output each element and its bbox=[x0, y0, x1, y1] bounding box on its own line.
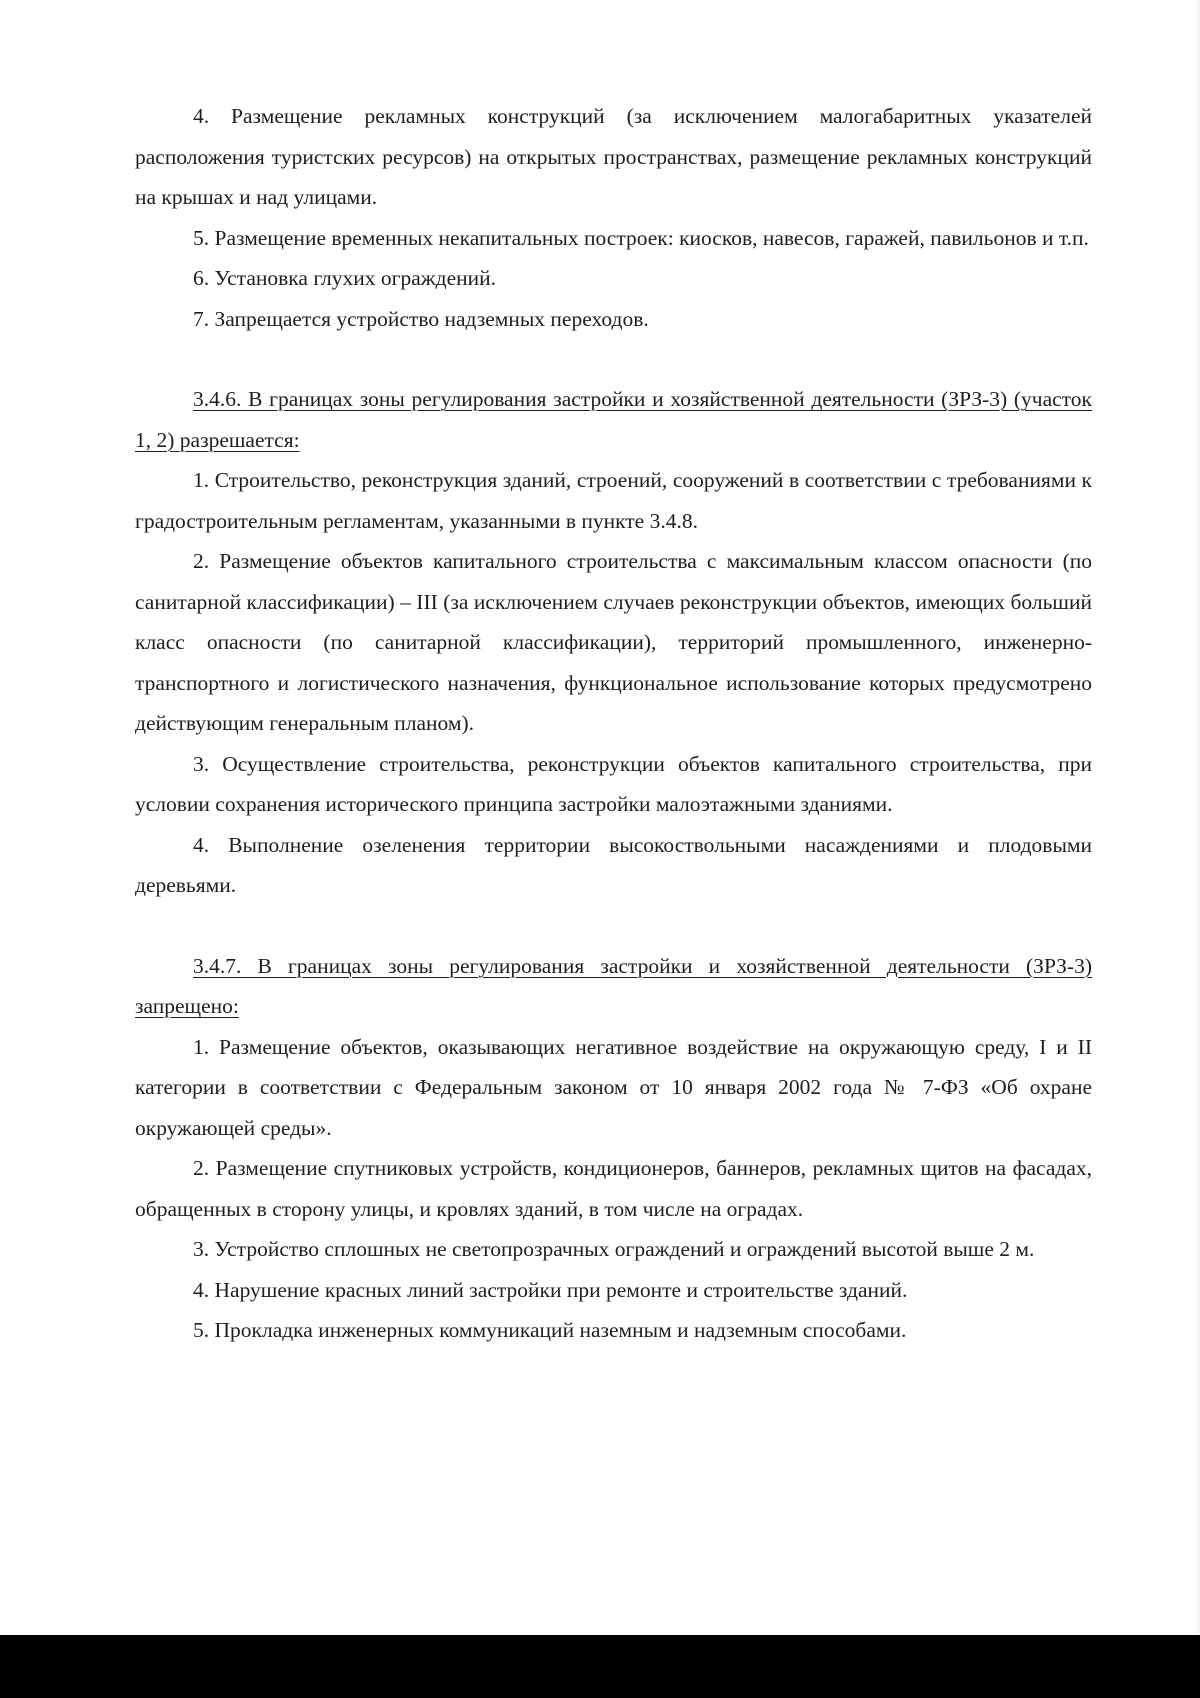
prohibited-item-5: 5. Размещение временных некапитальных построек: киосков, навесов, гаражей, павильонов и т.п. bbox=[193, 225, 1089, 250]
section-347-heading-text: 3.4.7. В границах зоны регулирования застройки и хозяйственной деятельности (ЗРЗ-3) запрещено: bbox=[135, 953, 1092, 1018]
section-346-heading bbox=[135, 379, 1092, 460]
prohibited-item-6: 6. Установка глухих ограждений. bbox=[193, 266, 497, 290]
document-body bbox=[135, 96, 1092, 1351]
allowed-item-2: 2. Размещение объектов капитального строительства с максимальным классом опасности (по санитарной классификации) – III (за исключением случаев реконструкции объектов, имеющих больший класс опасности (по санитарной классификации), территорий промышленного, инженерно-транспортного и логистического назначения, функциональное использование которых предусмотрено действующим генеральным планом). bbox=[135, 549, 1092, 735]
forbidden-item-4: 4. Нарушение красных линий застройки при ремонте и строительстве зданий. bbox=[193, 1277, 908, 1302]
prohibited-item-7: 7. Запрещается устройство надземных переходов. bbox=[193, 306, 649, 331]
section-347-heading bbox=[135, 946, 1092, 1027]
forbidden-item-5: 5. Прокладка инженерных коммуникаций наземным и надземным способами. bbox=[193, 1318, 907, 1342]
allowed-item-3: 3. Осуществление строительства, реконструкции объектов капитального строительства, при условии сохранения исторического принципа застройки малоэтажными зданиями. bbox=[135, 751, 1092, 816]
forbidden-item-1: 1. Размещение объектов, оказывающих негативное воздействие на окружающую среду, I и II категории в соответствии с Федеральным законом от 10 января 2002 года № 7-ФЗ «Об охране окружающей среды». bbox=[135, 1034, 1092, 1140]
section-spacer bbox=[135, 339, 1092, 379]
section-346-heading-text: 3.4.6. В границах зоны регулирования застройки и хозяйственной деятельности (ЗРЗ-3) (участок 1, 2) разрешается: bbox=[135, 387, 1092, 452]
forbidden-item-3: 3. Устройство сплошных не светопрозрачных ограждений и ограждений высотой выше 2 м. bbox=[193, 1237, 1035, 1261]
prohibited-item-4: 4. Размещение рекламных конструкций (за исключением малогабаритных указателей расположения туристских ресурсов) на открытых пространствах, размещение рекламных конструкций на крышах и над улицами. bbox=[135, 104, 1092, 209]
forbidden-item-2: 2. Размещение спутниковых устройств, кондиционеров, баннеров, рекламных щитов на фасадах, обращенных в сторону улицы, и кровлях зданий, в том числе на оградах. bbox=[135, 1156, 1092, 1221]
section-spacer bbox=[135, 906, 1092, 946]
allowed-item-4: 4. Выполнение озеленения территории высокоствольными насаждениями и плодовыми деревьями. bbox=[135, 832, 1092, 897]
allowed-item-1: 1. Строительство, реконструкция зданий, строений, сооружений в соответствии с требованиями к градостроительным регламентам, указанными в пункте 3.4.8. bbox=[135, 468, 1092, 533]
